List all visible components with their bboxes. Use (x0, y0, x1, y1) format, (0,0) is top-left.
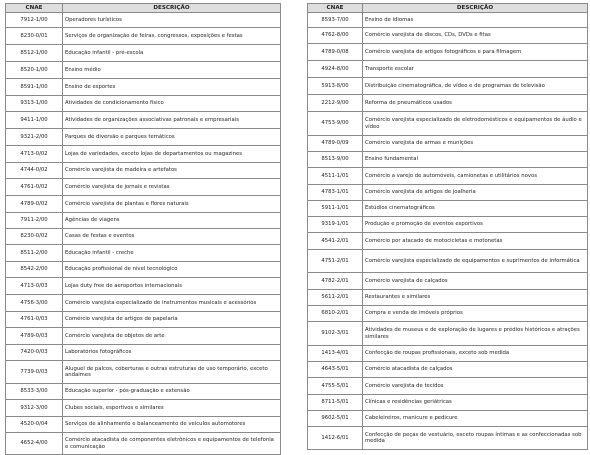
cnae-code: 7911-2/00 (6, 213, 63, 229)
table-row (308, 44, 588, 61)
table-row (6, 433, 281, 455)
cnae-code: 8511-2/00 (6, 245, 63, 262)
cnae-code: 5611-2/01 (308, 290, 363, 306)
cnae-description: Comércio a varejo de automóveis, camionetas e utilitários novos (363, 168, 588, 185)
table-row (6, 328, 281, 345)
cnae-description: Aluguel de palcos, coberturas e outras estruturas de uso temporário, exceto andaimes (63, 361, 281, 384)
table-row (308, 61, 588, 78)
cnae-code: 7739-0/03 (6, 361, 63, 384)
table-row (6, 28, 281, 45)
cnae-description: Comércio varejista de artigos de papelaria (63, 312, 281, 328)
cnae-description: Compra e venda de imóveis próprios (363, 306, 588, 322)
table-row (308, 136, 588, 152)
cnae-code: 4541-2/01 (308, 233, 363, 250)
table-row (6, 345, 281, 361)
cnae-description: Ensino médio (63, 62, 281, 79)
cnae-description: Comércio varejista de discos, CDs, DVDs e fitas (363, 28, 588, 44)
table-row (6, 245, 281, 262)
cnae-code: 4789-0/03 (6, 328, 63, 345)
table-row (308, 395, 588, 411)
table-row (308, 185, 588, 201)
table-row (6, 96, 281, 112)
table-row (308, 201, 588, 217)
cnae-code: 4756-3/00 (6, 295, 63, 312)
cnae-code: 8591-1/00 (6, 79, 63, 96)
cnae-code: 6810-2/01 (308, 306, 363, 322)
cnae-code: 7420-0/03 (6, 345, 63, 361)
cnae-description: Comércio varejista de artigos de joalheria (363, 185, 588, 201)
cnae-description: Comércio varejista especializado de equipamentos e suprimentos de informática (363, 250, 588, 273)
table-row (308, 78, 588, 95)
table-row (6, 112, 281, 129)
cnae-description: Transporte escolar (363, 61, 588, 78)
cnae-description: Atividades de museus e de exploração de lugares e prédios históricos e atrações similares (363, 322, 588, 346)
cnae-code: 4924-8/00 (308, 61, 363, 78)
cnae-description: Clínicas e residências geriátricas (363, 395, 588, 411)
cnae-code: 8533-3/00 (6, 384, 63, 400)
cnae-code: 5911-1/01 (308, 201, 363, 217)
cnae-code: 4520-0/04 (6, 417, 63, 433)
table-row (6, 295, 281, 312)
cnae-description: Estúdios cinematográficos (363, 201, 588, 217)
cnae-code: 4713-0/03 (6, 278, 63, 295)
cnae-description: Comércio varejista de plantas e flores naturais (63, 196, 281, 213)
table-row (6, 312, 281, 328)
table-row (308, 112, 588, 136)
table-row (308, 273, 588, 290)
cnae-table-left (5, 3, 281, 455)
cnae-code: 4643-5/01 (308, 362, 363, 378)
cnae-code: 9313-1/00 (6, 96, 63, 112)
cnae-description: Comércio varejista de tecidos (363, 378, 588, 395)
cnae-code: 8520-1/00 (6, 62, 63, 79)
table-row (308, 168, 588, 185)
cnae-code: 4789-0/09 (308, 136, 363, 152)
cnae-description: Comércio atacadista de componentes eletrônicos e equipamentos de telefonia e comunicação (63, 433, 281, 455)
cnae-code: 4761-0/02 (6, 179, 63, 196)
cnae-description: Atividades de organizações associativas patronais e empresariais (63, 112, 281, 129)
cnae-description: Educação infantil - creche (63, 245, 281, 262)
cnae-code: 9312-3/00 (6, 400, 63, 417)
cnae-code: 8230-0/01 (6, 28, 63, 45)
table-row (308, 306, 588, 322)
cnae-description: Comércio varejista especializado de eletrodomésticos e equipamentos de áudio e vídeo (363, 112, 588, 136)
cnae-code: 9411-1/00 (6, 112, 63, 129)
cnae-description: Educação profissional de nível tecnológico (63, 262, 281, 278)
table-row (308, 427, 588, 450)
table-row (6, 45, 281, 62)
header-cnae: CNAE (308, 4, 363, 13)
cnae-description: Comércio varejista especializado de instrumentos musicais e acessórios (63, 295, 281, 312)
cnae-code: 4789-0/08 (308, 44, 363, 61)
table-row (6, 146, 281, 163)
table-row (308, 217, 588, 233)
cnae-description: Distribuição cinematográfica, de vídeo e de programas de televisão (363, 78, 588, 95)
table-row (308, 250, 588, 273)
table-row (6, 213, 281, 229)
cnae-description: Ensino de idiomas (363, 13, 588, 28)
cnae-description: Laboratórios fotográficos (63, 345, 281, 361)
table-body-left (6, 13, 281, 455)
cnae-description: Comércio varejista de calçados (363, 273, 588, 290)
cnae-code: 4751-2/01 (308, 250, 363, 273)
table-row (6, 179, 281, 196)
cnae-description: Comércio varejista de jornais e revistas (63, 179, 281, 196)
cnae-description: Lojas de variedades, exceto lojas de departamentos ou magazines (63, 146, 281, 163)
table-header-row (308, 4, 588, 13)
table-row (6, 400, 281, 417)
header-descricao: DESCRIÇÃO (63, 4, 281, 13)
table-row (6, 196, 281, 213)
cnae-code: 4744-0/02 (6, 163, 63, 179)
cnae-description: Confecção de roupas profissionais, exceto sob medida (363, 346, 588, 362)
cnae-code: 8512-1/00 (6, 45, 63, 62)
cnae-description: Comércio por atacado de motocicletas e motonetas (363, 233, 588, 250)
cnae-code: 1413-4/01 (308, 346, 363, 362)
table-row (308, 95, 588, 112)
cnae-code: 4753-9/00 (308, 112, 363, 136)
table-row (308, 152, 588, 168)
cnae-description: Clubes sociais, esportivos e similares (63, 400, 281, 417)
cnae-description: Serviços de alinhamento e balanceamento de veículos automotores (63, 417, 281, 433)
cnae-code: 4782-2/01 (308, 273, 363, 290)
header-cnae: CNAE (6, 4, 63, 13)
cnae-code: 1412-6/01 (308, 427, 363, 450)
table-row (308, 13, 588, 28)
table-row (308, 378, 588, 395)
cnae-code: 4762-8/00 (308, 28, 363, 44)
cnae-code: 9321-2/00 (6, 129, 63, 146)
table-row (6, 13, 281, 28)
table-row (308, 233, 588, 250)
cnae-description: Educação infantil - pré-escola (63, 45, 281, 62)
cnae-code: 4761-0/03 (6, 312, 63, 328)
cnae-description: Agências de viagens (63, 213, 281, 229)
cnae-code: 4652-4/00 (6, 433, 63, 455)
cnae-description: Lojas duty free de aeroportos internacionais (63, 278, 281, 295)
table-row (6, 278, 281, 295)
cnae-description: Comércio varejista de artigos fotográficos e para filmagem (363, 44, 588, 61)
table-row (6, 262, 281, 278)
table-row (6, 361, 281, 384)
table-row (308, 28, 588, 44)
table-row (308, 362, 588, 378)
cnae-description: Restaurantes e similares (363, 290, 588, 306)
cnae-description: Produção e promoção de eventos esportivos (363, 217, 588, 233)
cnae-table-right (307, 3, 588, 450)
cnae-code: 8593-7/00 (308, 13, 363, 28)
table-row (308, 346, 588, 362)
cnae-description: Ensino de esportes (63, 79, 281, 96)
table-row (308, 411, 588, 427)
cnae-code: 8513-9/00 (308, 152, 363, 168)
table-row (6, 62, 281, 79)
cnae-description: Reforma de pneumáticos usados (363, 95, 588, 112)
cnae-code: 8542-2/00 (6, 262, 63, 278)
cnae-description: Ensino fundamental (363, 152, 588, 168)
table-row (6, 79, 281, 96)
cnae-code: 8711-5/01 (308, 395, 363, 411)
table-row (6, 163, 281, 179)
cnae-description: Comércio varejista de objetos de arte (63, 328, 281, 345)
cnae-description: Casas de festas e eventos (63, 229, 281, 245)
table-row (308, 322, 588, 346)
table-body-right (308, 13, 588, 450)
cnae-description: Serviços de organização de feiras, congressos, exposições e festas (63, 28, 281, 45)
cnae-code: 4755-5/01 (308, 378, 363, 395)
cnae-code: 4713-0/02 (6, 146, 63, 163)
cnae-code: 8230-0/02 (6, 229, 63, 245)
table-row (6, 417, 281, 433)
cnae-description: Comércio varejista de armas e munições (363, 136, 588, 152)
table-row (308, 290, 588, 306)
cnae-code: 9602-5/01 (308, 411, 363, 427)
cnae-code: 2212-9/00 (308, 95, 363, 112)
cnae-description: Comércio varejista de madeira e artefatos (63, 163, 281, 179)
cnae-description: Parques de diversão e parques temáticos (63, 129, 281, 146)
table-row (6, 229, 281, 245)
cnae-description: Educação superior - pós-graduação e extensão (63, 384, 281, 400)
cnae-description: Comércio atacadista de calçados (363, 362, 588, 378)
cnae-code: 9102-3/01 (308, 322, 363, 346)
cnae-description: Confecção de peças de vestuário, exceto roupas íntimas e as confeccionadas sob medida (363, 427, 588, 450)
cnae-code: 4789-0/02 (6, 196, 63, 213)
cnae-description: Atividades de condicionamento físico (63, 96, 281, 112)
table-row (6, 384, 281, 400)
cnae-code: 7912-1/00 (6, 13, 63, 28)
table-row (6, 129, 281, 146)
cnae-description: Operadores turísticos (63, 13, 281, 28)
table-header-row (6, 4, 281, 13)
cnae-code: 9319-1/01 (308, 217, 363, 233)
cnae-description: Cabeleireiros, manicure e pedicure (363, 411, 588, 427)
header-descricao: DESCRIÇÃO (363, 4, 588, 13)
cnae-code: 4783-1/01 (308, 185, 363, 201)
cnae-code: 5913-8/00 (308, 78, 363, 95)
cnae-code: 4511-1/01 (308, 168, 363, 185)
